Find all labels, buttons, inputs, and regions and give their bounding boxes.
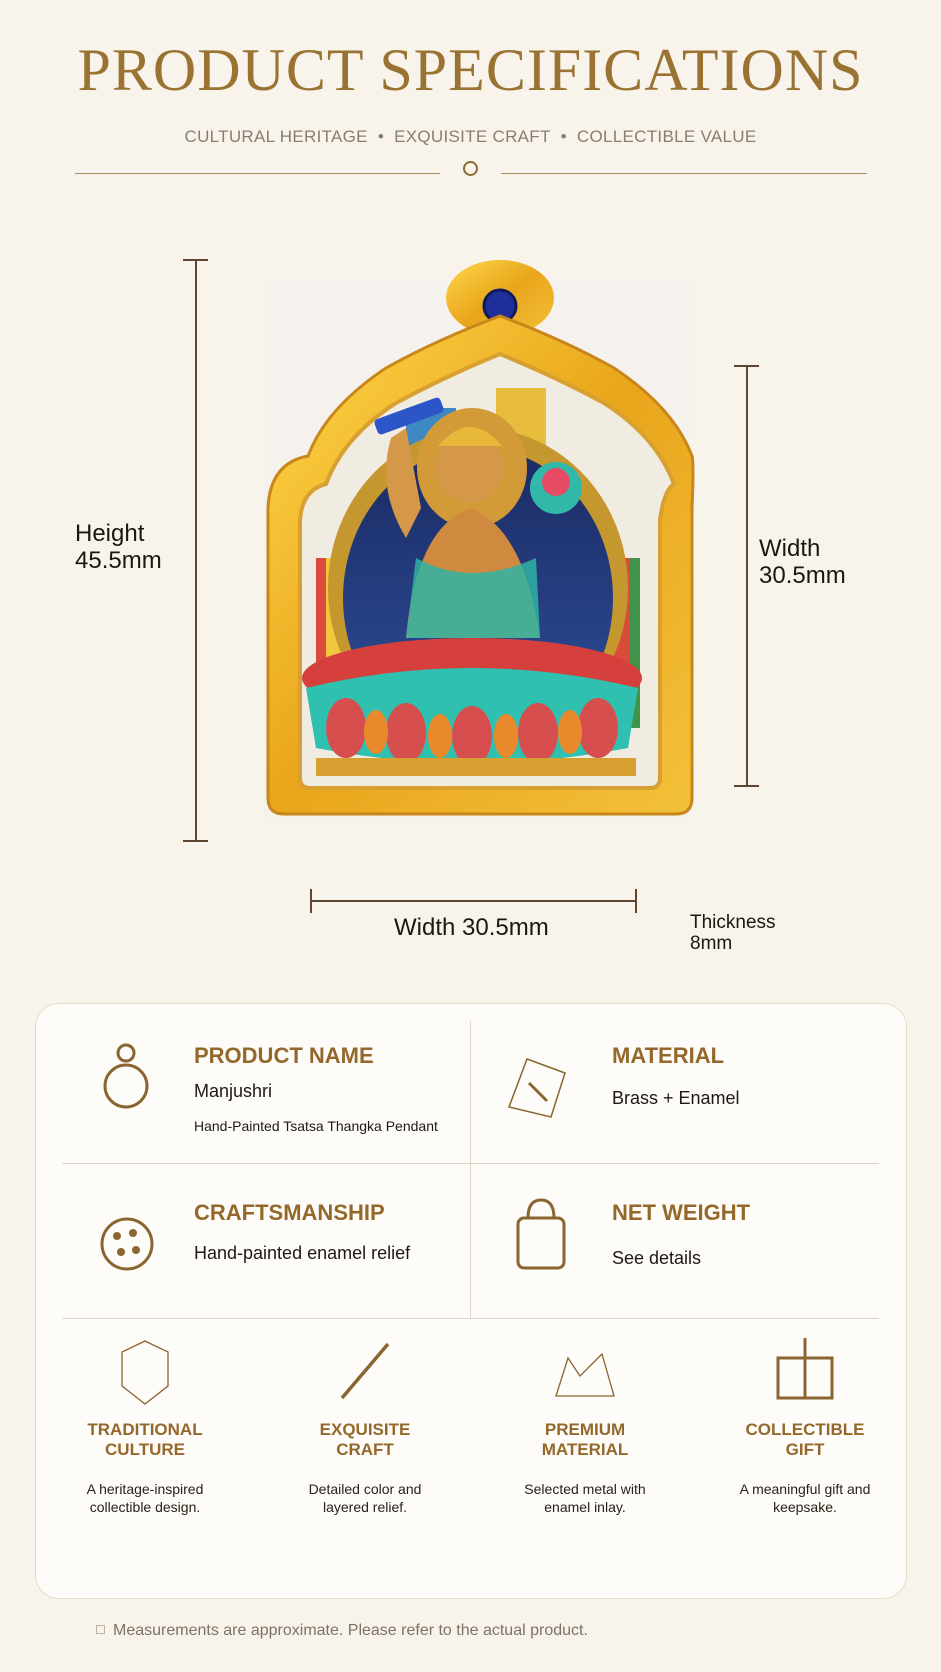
tag-collectible-value: COLLECTIBLE VALUE	[576, 127, 757, 146]
divider-ring-icon	[463, 161, 478, 176]
spec-divider-vertical	[470, 1021, 471, 1318]
brush-icon	[330, 1336, 400, 1406]
feature-title	[475, 1420, 695, 1460]
material-value: Brass + Enamel	[612, 1088, 740, 1108]
net-weight-title: NET WEIGHT	[612, 1200, 751, 1225]
feature-desc-line: A heritage-inspired	[86, 1481, 204, 1497]
spec-divider-row-1	[62, 1163, 879, 1164]
feature-desc-line: Selected metal with	[524, 1481, 646, 1497]
crown-icon	[550, 1336, 620, 1406]
tag-separator: •	[560, 127, 567, 146]
header-divider-right	[501, 173, 867, 174]
craftsmanship-value: Hand-painted enamel relief	[194, 1243, 411, 1263]
feature-desc-line: collectible design.	[89, 1499, 201, 1515]
product-name-title: PRODUCT NAME	[194, 1043, 374, 1068]
bottom-width-dimension-line	[311, 900, 636, 902]
feature-title-line: GIFT	[785, 1440, 825, 1459]
feature-title	[35, 1420, 255, 1460]
bottom-width-cap-right	[635, 889, 637, 913]
feature-title-line: MATERIAL	[541, 1440, 629, 1459]
height-dimension-line	[195, 260, 197, 842]
feature-description	[35, 1480, 255, 1516]
height-label-text: Height	[75, 520, 145, 547]
spec-divider-row-2	[62, 1318, 879, 1319]
pendant-image	[256, 258, 696, 818]
thickness-value-text: 8mm	[690, 933, 733, 954]
feature-description	[695, 1480, 915, 1516]
thickness-label	[690, 912, 776, 954]
side-width-cap-bottom	[734, 785, 759, 787]
side-width-value-text: 30.5mm	[759, 562, 846, 589]
side-width-label	[759, 535, 846, 589]
tag-separator: •	[377, 127, 385, 146]
feature-description	[255, 1480, 475, 1516]
feature-desc-line: layered relief.	[322, 1499, 408, 1515]
feature-desc-line: keepsake.	[773, 1499, 837, 1515]
shield-icon	[110, 1336, 180, 1406]
weight-icon	[514, 1196, 568, 1272]
material-title: MATERIAL	[612, 1043, 725, 1068]
feature-title-line: CULTURE	[105, 1440, 185, 1459]
info-icon	[96, 1625, 105, 1634]
feature-description	[475, 1480, 695, 1516]
feature-title-line: COLLECTIBLE	[745, 1420, 865, 1439]
measurement-note	[96, 1622, 588, 1640]
product-name-subtitle: Hand-Painted Tsatsa Thangka Pendant	[194, 1118, 438, 1134]
feature-title	[695, 1420, 915, 1460]
height-label	[75, 520, 162, 574]
side-width-dimension-line	[746, 366, 748, 786]
product-name-value: Manjushri	[194, 1081, 273, 1101]
tag-exquisite-craft: EXQUISITE CRAFT	[394, 127, 551, 146]
page-subtitle	[0, 127, 941, 147]
page-title: PRODUCT SPECIFICATIONS	[77, 37, 864, 103]
material-icon	[505, 1055, 571, 1121]
feature-desc-line: A meaningful gift and	[739, 1481, 871, 1497]
measurement-note-text: Measurements are approximate. Please refer to the actual product.	[113, 1622, 588, 1639]
palette-icon	[98, 1215, 156, 1273]
side-width-label-text: Width	[759, 535, 821, 562]
height-line-cap-bottom	[183, 840, 208, 842]
feature-desc-line: Detailed color and	[308, 1481, 422, 1497]
tag-cultural-heritage: CULTURAL HERITAGE	[184, 127, 368, 146]
feature-desc-line: enamel inlay.	[544, 1499, 626, 1515]
feature-title-line: PREMIUM	[544, 1420, 626, 1439]
pendant-icon	[98, 1041, 154, 1111]
feature-title-line: TRADITIONAL	[87, 1420, 203, 1439]
net-weight-value: See details	[612, 1248, 702, 1268]
thickness-label-text: Thickness	[690, 912, 776, 933]
bottom-width-label: Width 30.5mm	[394, 914, 549, 941]
feature-title	[255, 1420, 475, 1460]
gift-icon	[770, 1336, 840, 1406]
header-divider-left	[75, 173, 440, 174]
feature-title-line: CRAFT	[336, 1440, 394, 1459]
craftsmanship-title: CRAFTSMANSHIP	[194, 1200, 385, 1225]
feature-title-line: EXQUISITE	[319, 1420, 411, 1439]
height-value-text: 45.5mm	[75, 547, 162, 574]
